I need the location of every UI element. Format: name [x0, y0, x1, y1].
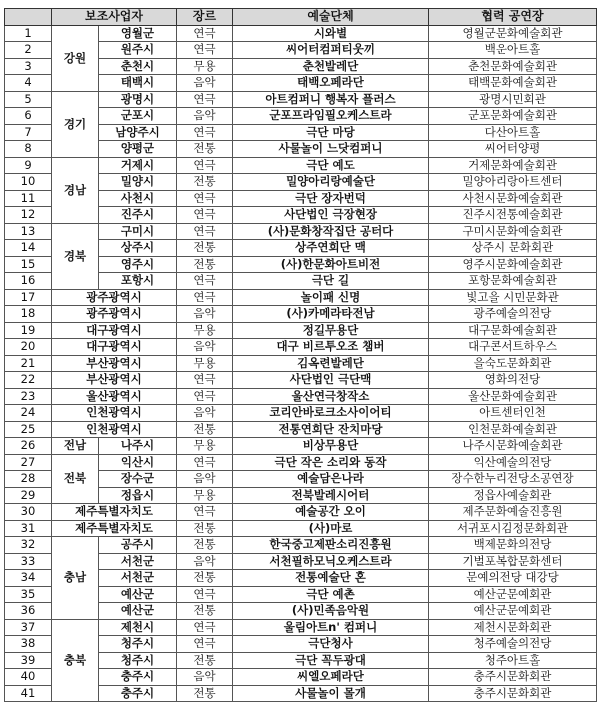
row-number: 18 — [5, 306, 52, 323]
genre-cell: 음악 — [177, 669, 233, 686]
region-cell: 인천광역시 — [52, 405, 177, 422]
region-cell: 경북 — [52, 223, 99, 289]
region-cell: 충북 — [52, 619, 99, 702]
genre-cell: 음악 — [177, 471, 233, 488]
row-number: 29 — [5, 487, 52, 504]
genre-cell: 전통 — [177, 652, 233, 669]
row-number: 6 — [5, 108, 52, 125]
region-cell: 울산광역시 — [52, 388, 177, 405]
organization-cell: 예술공간 오이 — [233, 504, 429, 521]
organization-cell: (사)문화창작집단 공터다 — [233, 223, 429, 240]
row-number: 12 — [5, 207, 52, 224]
row-number: 20 — [5, 339, 52, 356]
venue-cell: 진주시전통예술회관 — [429, 207, 597, 224]
city-cell: 군포시 — [99, 108, 177, 125]
city-cell: 광명시 — [99, 91, 177, 108]
organization-cell: 씨엘오페라단 — [233, 669, 429, 686]
table-row — [5, 504, 597, 521]
venue-cell: 광주예술의전당 — [429, 306, 597, 323]
table-row — [5, 619, 597, 636]
row-number: 11 — [5, 190, 52, 207]
table-row — [5, 25, 597, 42]
organization-cell: 사물놀이 몰개 — [233, 685, 429, 702]
genre-cell: 연극 — [177, 454, 233, 471]
organization-cell: 극단 작은 소리와 동작 — [233, 454, 429, 471]
table-row — [5, 454, 597, 471]
genre-cell: 연극 — [177, 636, 233, 653]
genre-cell: 전통 — [177, 240, 233, 257]
genre-cell: 연극 — [177, 42, 233, 59]
venue-cell: 울산문화예술회관 — [429, 388, 597, 405]
city-cell: 포항시 — [99, 273, 177, 290]
city-cell: 사천시 — [99, 190, 177, 207]
organization-cell: 사단법인 극장현장 — [233, 207, 429, 224]
city-cell: 공주시 — [99, 537, 177, 554]
table-row — [5, 322, 597, 339]
genre-cell: 전통 — [177, 685, 233, 702]
row-number: 14 — [5, 240, 52, 257]
city-cell: 제천시 — [99, 619, 177, 636]
organization-cell: 시와별 — [233, 25, 429, 42]
city-cell: 정읍시 — [99, 487, 177, 504]
venue-cell: 포항문화예술회관 — [429, 273, 597, 290]
genre-cell: 연극 — [177, 207, 233, 224]
region-cell: 제주특별자치도 — [52, 504, 177, 521]
genre-cell: 전통 — [177, 603, 233, 620]
table-body — [5, 25, 597, 702]
organization-cell: 정길무용단 — [233, 322, 429, 339]
organization-cell: 예술담은나라 — [233, 471, 429, 488]
organization-cell: 밀양아리랑예술단 — [233, 174, 429, 191]
organization-cell: 대구 비르투오조 챔버 — [233, 339, 429, 356]
row-number: 34 — [5, 570, 52, 587]
region-cell: 제주특별자치도 — [52, 520, 177, 537]
organization-cell: (사)카메라타전남 — [233, 306, 429, 323]
venue-cell: 문예의전당 대강당 — [429, 570, 597, 587]
city-cell: 원주시 — [99, 42, 177, 59]
genre-cell: 연극 — [177, 124, 233, 141]
table-row — [5, 91, 597, 108]
venue-cell: 상주시 문화회관 — [429, 240, 597, 257]
table-row — [5, 306, 597, 323]
row-number: 33 — [5, 553, 52, 570]
row-number: 41 — [5, 685, 52, 702]
row-number: 5 — [5, 91, 52, 108]
row-number: 1 — [5, 25, 52, 42]
venue-cell: 사천시문화예술회관 — [429, 190, 597, 207]
genre-cell: 음악 — [177, 75, 233, 92]
venue-cell: 백운아트홀 — [429, 42, 597, 59]
organization-cell: 극단 장자번덕 — [233, 190, 429, 207]
organization-cell: (사)민족음악원 — [233, 603, 429, 620]
venue-cell: 거제문화예술회관 — [429, 157, 597, 174]
venue-cell: 기벌포복합문화센터 — [429, 553, 597, 570]
city-cell: 밀양시 — [99, 174, 177, 191]
organization-cell: 코리안바로크소사이어티 — [233, 405, 429, 422]
venue-cell: 인천문화예술회관 — [429, 421, 597, 438]
genre-cell: 연극 — [177, 388, 233, 405]
organization-cell: (사)한문화아트비전 — [233, 256, 429, 273]
city-cell: 영주시 — [99, 256, 177, 273]
row-number: 22 — [5, 372, 52, 389]
organization-cell: 극단 예도 — [233, 157, 429, 174]
row-number: 9 — [5, 157, 52, 174]
row-number: 13 — [5, 223, 52, 240]
row-number: 15 — [5, 256, 52, 273]
venue-cell: 충주시문화회관 — [429, 669, 597, 686]
venue-cell: 대구콘서트하우스 — [429, 339, 597, 356]
city-cell: 서천군 — [99, 553, 177, 570]
venue-cell: 아트센터인천 — [429, 405, 597, 422]
row-number: 28 — [5, 471, 52, 488]
city-cell: 충주시 — [99, 669, 177, 686]
venue-cell: 빛고을 시민문화관 — [429, 289, 597, 306]
genre-cell: 음악 — [177, 108, 233, 125]
table-row — [5, 405, 597, 422]
header-venue: 협력 공연장 — [429, 9, 597, 26]
organization-cell: 씨어터컴퍼티웃끼 — [233, 42, 429, 59]
city-cell: 거제시 — [99, 157, 177, 174]
row-number: 25 — [5, 421, 52, 438]
city-cell: 나주시 — [99, 438, 177, 455]
row-number: 2 — [5, 42, 52, 59]
row-number: 21 — [5, 355, 52, 372]
genre-cell: 음악 — [177, 306, 233, 323]
city-cell: 태백시 — [99, 75, 177, 92]
row-number: 16 — [5, 273, 52, 290]
table-row — [5, 289, 597, 306]
organization-cell: 전북발레시어터 — [233, 487, 429, 504]
city-cell: 청주시 — [99, 636, 177, 653]
row-number: 23 — [5, 388, 52, 405]
venue-cell: 정읍사예술회관 — [429, 487, 597, 504]
genre-cell: 전통 — [177, 256, 233, 273]
organization-cell: 아트컴퍼니 행복자 플러스 — [233, 91, 429, 108]
organization-cell: 김옥련발레단 — [233, 355, 429, 372]
table-row — [5, 388, 597, 405]
city-cell: 양평군 — [99, 141, 177, 158]
venue-cell: 다산아트홀 — [429, 124, 597, 141]
table-row — [5, 421, 597, 438]
venue-cell: 밀양아리랑아트센터 — [429, 174, 597, 191]
city-cell: 서천군 — [99, 570, 177, 587]
organization-cell: 군포프라임필오케스트라 — [233, 108, 429, 125]
header-no — [5, 9, 52, 26]
region-cell: 인천광역시 — [52, 421, 177, 438]
header-row — [5, 9, 597, 26]
genre-cell: 전통 — [177, 174, 233, 191]
organization-cell: 극단 길 — [233, 273, 429, 290]
organization-cell: 사단법인 극단맥 — [233, 372, 429, 389]
genre-cell: 전통 — [177, 520, 233, 537]
genre-cell: 연극 — [177, 273, 233, 290]
venue-cell: 충주시문화회관 — [429, 685, 597, 702]
city-cell: 진주시 — [99, 207, 177, 224]
genre-cell: 무용 — [177, 58, 233, 75]
row-number: 24 — [5, 405, 52, 422]
organization-cell: 극단 마당 — [233, 124, 429, 141]
organization-cell: 태백오페라단 — [233, 75, 429, 92]
region-cell: 대구광역시 — [52, 339, 177, 356]
city-cell: 예산군 — [99, 586, 177, 603]
venue-cell: 영주시문화예술회관 — [429, 256, 597, 273]
genre-cell: 전통 — [177, 421, 233, 438]
region-cell: 대구광역시 — [52, 322, 177, 339]
genre-cell: 무용 — [177, 322, 233, 339]
row-number: 27 — [5, 454, 52, 471]
venue-cell: 광명시민회관 — [429, 91, 597, 108]
organization-cell: 극단 꼭두광대 — [233, 652, 429, 669]
city-cell: 청주시 — [99, 652, 177, 669]
genre-cell: 음악 — [177, 405, 233, 422]
organization-cell: 울림아트n' 컴퍼니 — [233, 619, 429, 636]
organization-cell: (사)마로 — [233, 520, 429, 537]
genre-cell: 음악 — [177, 339, 233, 356]
region-cell: 부산광역시 — [52, 372, 177, 389]
organization-cell: 극단 예촌 — [233, 586, 429, 603]
genre-cell: 무용 — [177, 487, 233, 504]
city-cell: 충주시 — [99, 685, 177, 702]
row-number: 38 — [5, 636, 52, 653]
organization-cell: 춘천발레단 — [233, 58, 429, 75]
row-number: 32 — [5, 537, 52, 554]
table-row — [5, 537, 597, 554]
genre-cell: 연극 — [177, 619, 233, 636]
row-number: 7 — [5, 124, 52, 141]
venue-cell: 태백문화예술회관 — [429, 75, 597, 92]
genre-cell: 연극 — [177, 190, 233, 207]
city-cell: 장수군 — [99, 471, 177, 488]
venue-cell: 서귀포시김정문화회관 — [429, 520, 597, 537]
organization-cell: 한국중고제판소리진흥원 — [233, 537, 429, 554]
region-cell: 경남 — [52, 157, 99, 223]
genre-cell: 음악 — [177, 553, 233, 570]
header-genre: 장르 — [177, 9, 233, 26]
support-program-table — [4, 8, 597, 702]
venue-cell: 영월군문화예술회관 — [429, 25, 597, 42]
genre-cell: 전통 — [177, 570, 233, 587]
table-row — [5, 223, 597, 240]
table-row — [5, 157, 597, 174]
genre-cell: 연극 — [177, 157, 233, 174]
organization-cell: 울산연극창작소 — [233, 388, 429, 405]
organization-cell: 비상무용단 — [233, 438, 429, 455]
genre-cell: 연극 — [177, 25, 233, 42]
row-number: 31 — [5, 520, 52, 537]
table-row — [5, 372, 597, 389]
genre-cell: 연극 — [177, 372, 233, 389]
venue-cell: 청주아트홀 — [429, 652, 597, 669]
region-cell: 광주광역시 — [52, 306, 177, 323]
row-number: 3 — [5, 58, 52, 75]
city-cell: 남양주시 — [99, 124, 177, 141]
venue-cell: 제주문화예술진흥원 — [429, 504, 597, 521]
genre-cell: 무용 — [177, 355, 233, 372]
venue-cell: 예산군문예회관 — [429, 603, 597, 620]
region-cell: 부산광역시 — [52, 355, 177, 372]
venue-cell: 구미시문화예술회관 — [429, 223, 597, 240]
region-cell: 충남 — [52, 537, 99, 620]
genre-cell: 연극 — [177, 223, 233, 240]
table-row — [5, 339, 597, 356]
genre-cell: 연극 — [177, 91, 233, 108]
row-number: 30 — [5, 504, 52, 521]
organization-cell: 전통예술단 혼 — [233, 570, 429, 587]
header-org: 예술단체 — [233, 9, 429, 26]
row-number: 40 — [5, 669, 52, 686]
venue-cell: 장수한누리전당소공연장 — [429, 471, 597, 488]
row-number: 37 — [5, 619, 52, 636]
genre-cell: 전통 — [177, 537, 233, 554]
venue-cell: 씨어터양평 — [429, 141, 597, 158]
table-row — [5, 438, 597, 455]
city-cell: 춘천시 — [99, 58, 177, 75]
venue-cell: 백제문화의전당 — [429, 537, 597, 554]
row-number: 4 — [5, 75, 52, 92]
city-cell: 영월군 — [99, 25, 177, 42]
venue-cell: 을숙도문화회관 — [429, 355, 597, 372]
organization-cell: 사물놀이 느닷컴퍼니 — [233, 141, 429, 158]
city-cell: 상주시 — [99, 240, 177, 257]
venue-cell: 나주시문화예술회관 — [429, 438, 597, 455]
venue-cell: 대구문화예술회관 — [429, 322, 597, 339]
organization-cell: 서천필하모닉오케스트라 — [233, 553, 429, 570]
row-number: 35 — [5, 586, 52, 603]
venue-cell: 영화의전당 — [429, 372, 597, 389]
genre-cell: 전통 — [177, 141, 233, 158]
venue-cell: 춘천문화예술회관 — [429, 58, 597, 75]
genre-cell: 연극 — [177, 289, 233, 306]
organization-cell: 놀이패 신명 — [233, 289, 429, 306]
table-row — [5, 520, 597, 537]
venue-cell: 제천시문화회관 — [429, 619, 597, 636]
genre-cell: 연극 — [177, 586, 233, 603]
venue-cell: 청주예술의전당 — [429, 636, 597, 653]
row-number: 26 — [5, 438, 52, 455]
genre-cell: 연극 — [177, 504, 233, 521]
region-cell: 광주광역시 — [52, 289, 177, 306]
venue-cell: 군포문화예술회관 — [429, 108, 597, 125]
table-row — [5, 355, 597, 372]
region-cell: 경기 — [52, 91, 99, 157]
city-cell: 예산군 — [99, 603, 177, 620]
row-number: 19 — [5, 322, 52, 339]
row-number: 36 — [5, 603, 52, 620]
row-number: 17 — [5, 289, 52, 306]
row-number: 10 — [5, 174, 52, 191]
city-cell: 익산시 — [99, 454, 177, 471]
region-cell: 전남 — [52, 438, 99, 455]
venue-cell: 익산예술의전당 — [429, 454, 597, 471]
organization-cell: 전통연희단 잔치마당 — [233, 421, 429, 438]
genre-cell: 무용 — [177, 438, 233, 455]
city-cell: 구미시 — [99, 223, 177, 240]
row-number: 8 — [5, 141, 52, 158]
region-cell: 강원 — [52, 25, 99, 91]
region-cell: 전북 — [52, 454, 99, 504]
venue-cell: 예산군문예회관 — [429, 586, 597, 603]
row-number: 39 — [5, 652, 52, 669]
organization-cell: 상주연희단 맥 — [233, 240, 429, 257]
header-operator: 보조사업자 — [52, 9, 177, 26]
organization-cell: 극단청사 — [233, 636, 429, 653]
